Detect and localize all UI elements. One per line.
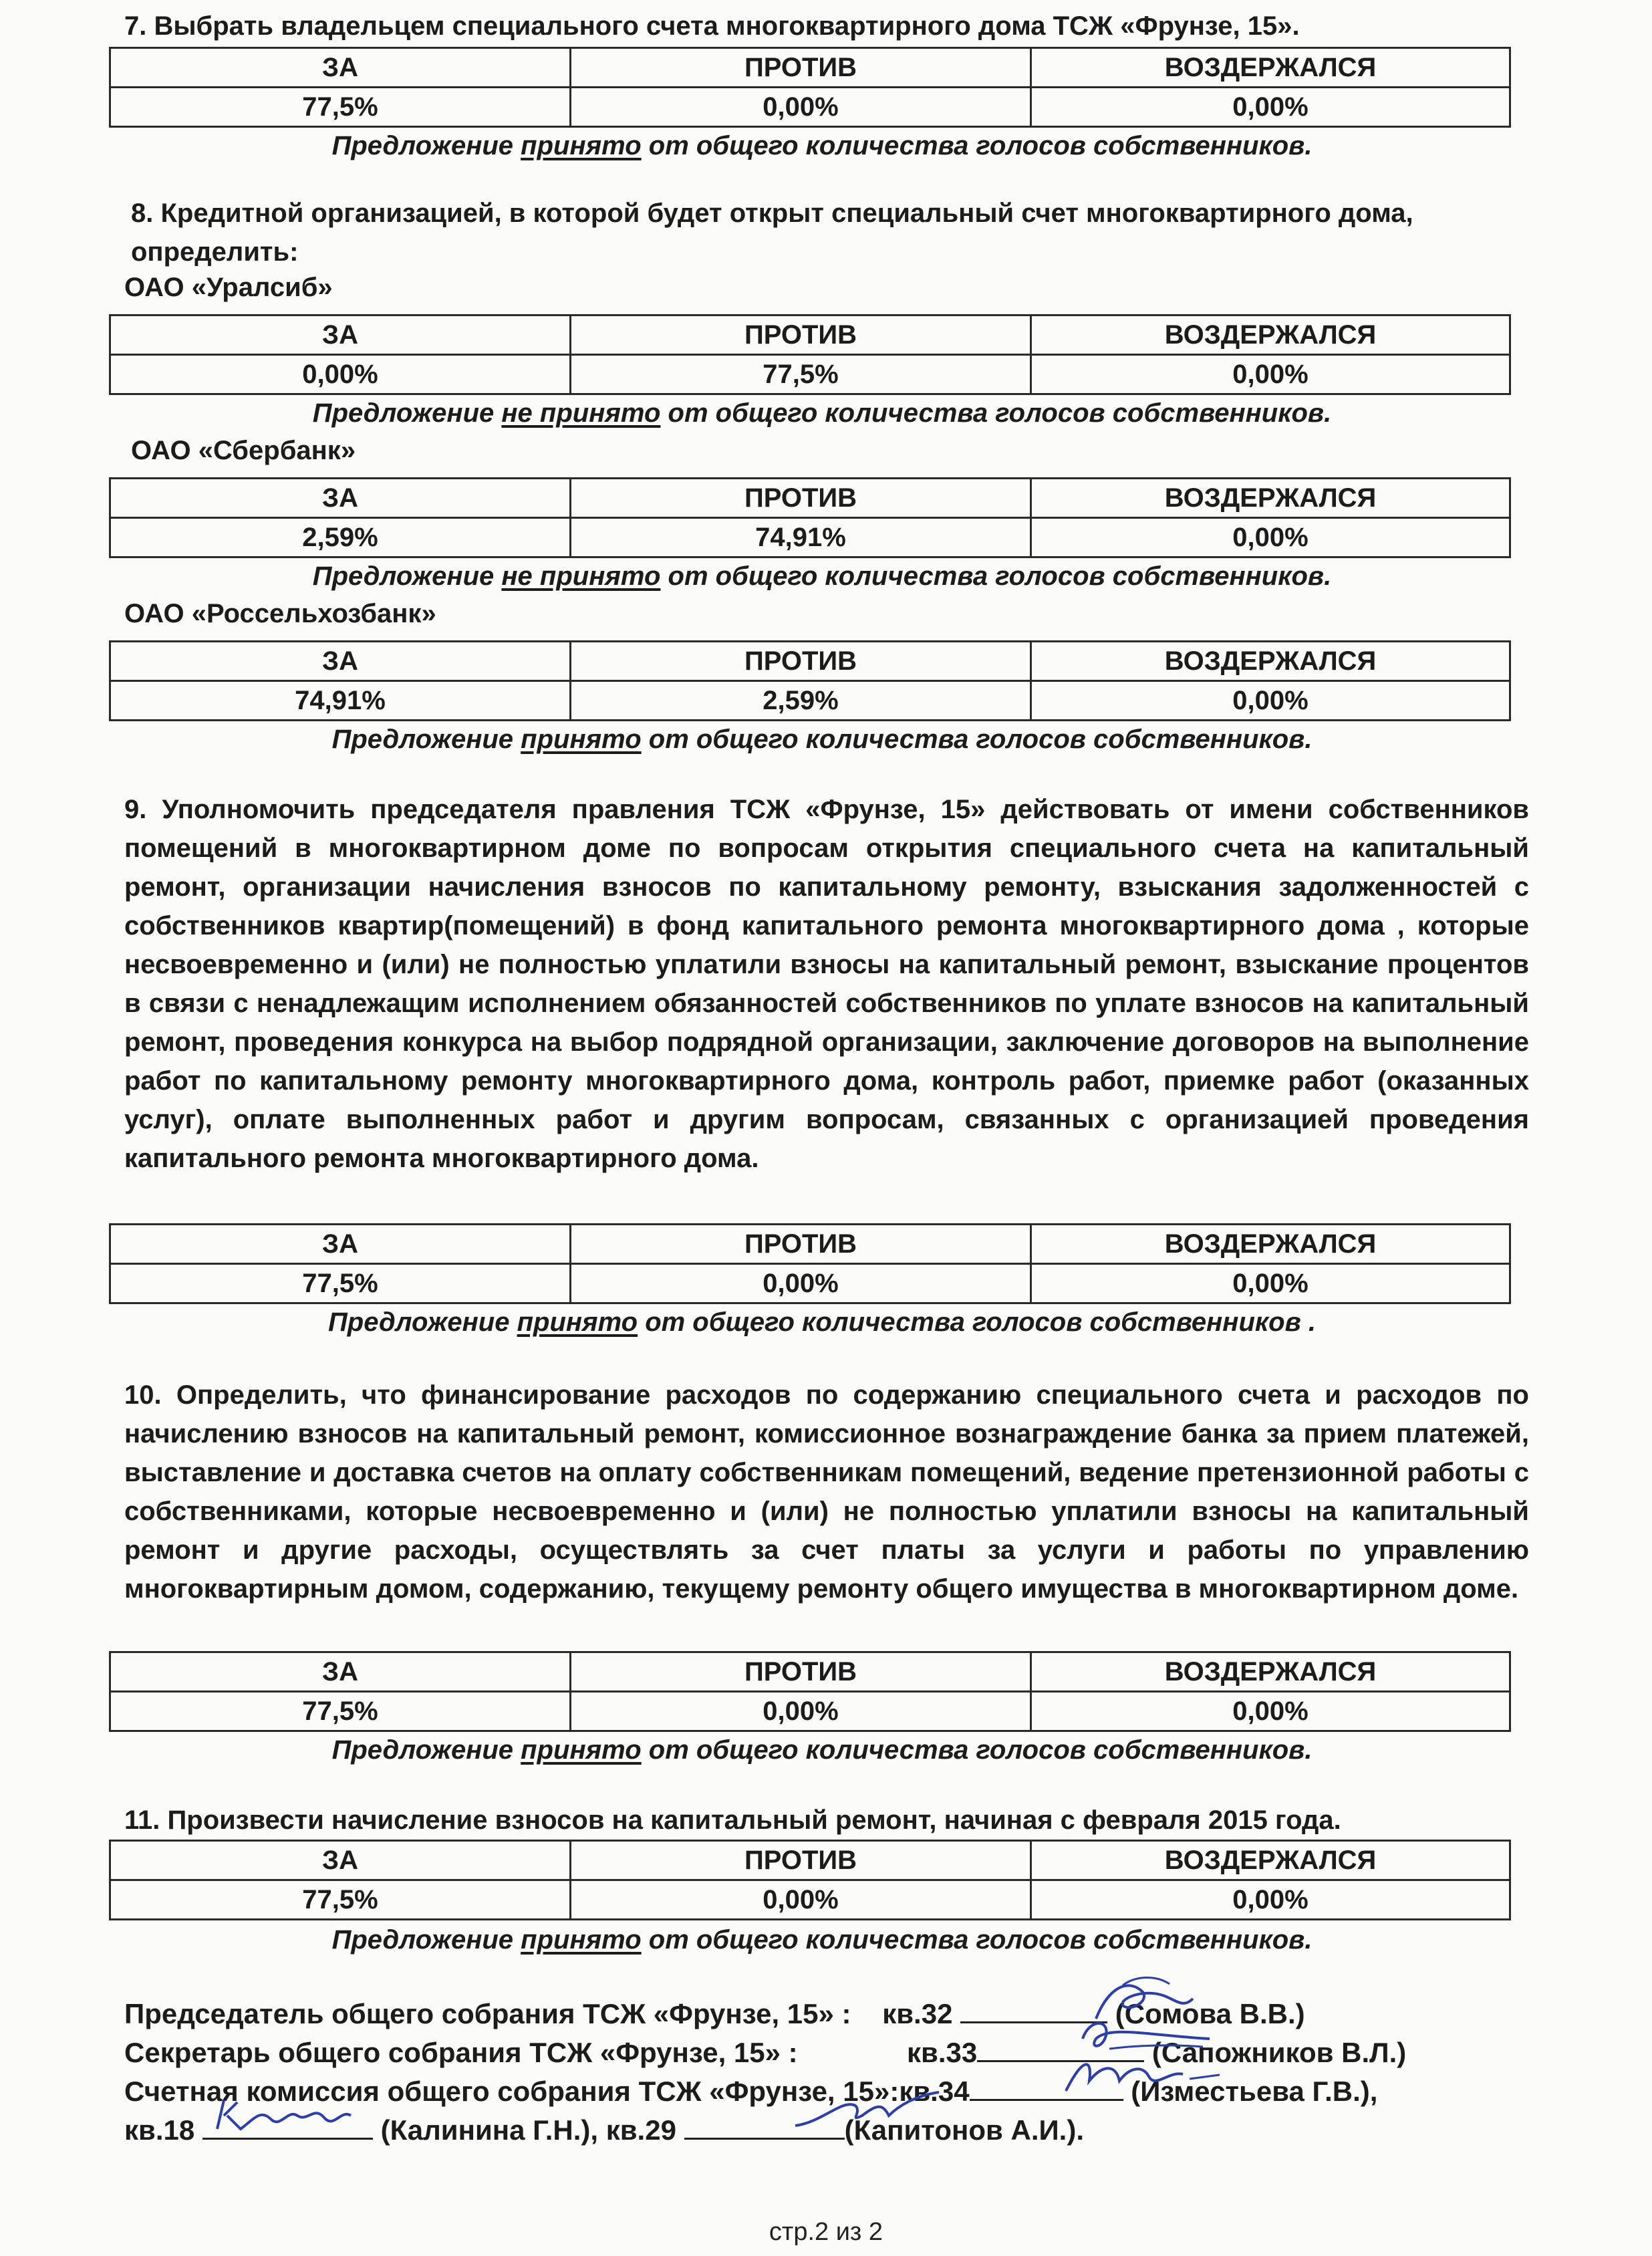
- verdict-suffix: от общего количества голосов собственников.: [641, 1735, 1313, 1765]
- vote-table-uralsib: [109, 314, 1511, 395]
- verdict-sberbank: [107, 561, 1537, 592]
- verdict-status: не принято: [501, 398, 661, 428]
- table-header-row: [110, 1225, 1510, 1264]
- verdict-status: принято: [521, 131, 642, 160]
- chair-label: Председатель общего собрания ТСЖ «Фрунзе, 15» :: [124, 1998, 851, 2029]
- verdict-uralsib: [107, 398, 1537, 428]
- vote-za: 74,91%: [110, 681, 571, 721]
- verdict-prefix: Предложение: [331, 1735, 521, 1765]
- table-header-row: [110, 642, 1510, 681]
- header-protiv: ПРОТИВ: [571, 316, 1031, 355]
- header-protiv: ПРОТИВ: [571, 48, 1031, 88]
- verdict-q9: [107, 1307, 1537, 1338]
- verdict-status: принято: [521, 1735, 642, 1765]
- verdict-suffix: от общего количества голосов собственников.: [641, 725, 1313, 754]
- verdict-status: принято: [517, 1307, 638, 1337]
- verdict-suffix: от общего количества голосов собственников.: [660, 561, 1332, 591]
- verdict-q11: [107, 1925, 1537, 1955]
- header-za: ЗА: [110, 48, 571, 88]
- vote-vozderzhalsya: 0,00%: [1031, 1692, 1510, 1731]
- verdict-suffix: от общего количества голосов собственников .: [638, 1307, 1316, 1337]
- vote-protiv: 0,00%: [571, 1264, 1031, 1303]
- vote-protiv: 0,00%: [571, 1880, 1031, 1920]
- table-header-row: [110, 48, 1510, 88]
- vote-vozderzhalsya: 0,00%: [1031, 355, 1510, 394]
- bank-name-uralsib: ОАО «Уралсиб»: [124, 273, 333, 302]
- header-za: ЗА: [110, 316, 571, 355]
- vote-table-rosselkhozbank: [109, 640, 1511, 721]
- header-za: ЗА: [110, 479, 571, 518]
- verdict-q7: [107, 131, 1537, 161]
- member-apartment: кв.29: [605, 2114, 676, 2146]
- header-vozderzhalsya: ВОЗДЕРЖАЛСЯ: [1031, 1225, 1510, 1264]
- verdict-status: принято: [521, 1925, 642, 1955]
- table-row: [110, 355, 1510, 394]
- question-11-text: 11. Произвести начисление взносов на капитальный ремонт, начиная с февраля 2015 года.: [124, 1805, 1341, 1835]
- secretary-name: (Сапожников В.Л.): [1151, 2037, 1407, 2068]
- table-row: [110, 1880, 1510, 1920]
- vote-table-q10: [109, 1651, 1511, 1732]
- header-za: ЗА: [110, 642, 571, 681]
- vote-za: 0,00%: [110, 355, 571, 394]
- verdict-prefix: Предложение: [331, 725, 521, 754]
- header-protiv: ПРОТИВ: [571, 642, 1031, 681]
- chair-name: (Сомова В.В.): [1115, 1998, 1305, 2029]
- verdict-suffix: от общего количества голосов собственников.: [641, 131, 1313, 160]
- vote-table-sberbank: [109, 477, 1511, 558]
- verdict-status: не принято: [501, 561, 661, 591]
- vote-table-q9: [109, 1223, 1511, 1304]
- commission-label: Счетная комиссия общего собрания ТСЖ «Фрунзе, 15»:: [124, 2076, 900, 2107]
- vote-protiv: 0,00%: [571, 88, 1031, 127]
- bank-name-sberbank: ОАО «Сбербанк»: [131, 436, 356, 465]
- verdict-suffix: от общего количества голосов собственников.: [660, 398, 1332, 428]
- question-9-text: 9. Уполномочить председателя правления ТСЖ «Фрунзе, 15» действовать от имени собственников помещений в многоквартирном доме по вопросам открытия специального счета на капитальный ремонт, организации начисления взносов по капитальному ремонту, взыскания задолженностей с собственников квартир(помещений) в фонд капитального ремонта многоквартирного дома , которые несвоевременно и (или) не полностью уплатили взносы на капитальный ремонт, взыскание процентов в связи с ненадлежащим исполнением обязанностей собственников по уплате взносов на капитальный ремонт, проведения конкурса на выбор подрядной организации, заключение договоров на выполнение работ по капитальному ремонту многоквартирного дома, контроль работ, приемке работ (оказанных услуг), оплате выполненных работ и другим вопросам, связанных с организацией проведения капитального ремонта многоквартирного дома.: [124, 795, 1529, 1173]
- vote-protiv: 0,00%: [571, 1692, 1031, 1731]
- header-vozderzhalsya: ВОЗДЕРЖАЛСЯ: [1031, 479, 1510, 518]
- header-za: ЗА: [110, 1841, 571, 1880]
- verdict-status: принято: [521, 725, 642, 754]
- vote-table-q11: [109, 1840, 1511, 1920]
- table-row: [110, 518, 1510, 557]
- header-vozderzhalsya: ВОЗДЕРЖАЛСЯ: [1031, 642, 1510, 681]
- handwritten-signature-kalinina: [207, 2092, 381, 2139]
- member-name: (Капитонов А.И.).: [844, 2114, 1084, 2146]
- verdict-prefix: Предложение: [312, 561, 502, 591]
- verdict-suffix: от общего количества голосов собственников.: [641, 1925, 1313, 1955]
- header-vozderzhalsya: ВОЗДЕРЖАЛСЯ: [1031, 316, 1510, 355]
- verdict-q10: [107, 1735, 1537, 1765]
- vote-protiv: 74,91%: [571, 518, 1031, 557]
- vote-vozderzhalsya: 0,00%: [1031, 1880, 1510, 1920]
- table-header-row: [110, 316, 1510, 355]
- header-protiv: ПРОТИВ: [571, 1841, 1031, 1880]
- chair-apartment: кв.32: [882, 1998, 953, 2029]
- table-header-row: [110, 1841, 1510, 1880]
- header-vozderzhalsya: ВОЗДЕРЖАЛСЯ: [1031, 1841, 1510, 1880]
- secretary-label: Секретарь общего собрания ТСЖ «Фрунзе, 15» :: [124, 2037, 798, 2068]
- handwritten-signature-commission: [1056, 2051, 1230, 2104]
- vote-vozderzhalsya: 0,00%: [1031, 518, 1510, 557]
- header-protiv: ПРОТИВ: [571, 1225, 1031, 1264]
- table-header-row: [110, 479, 1510, 518]
- vote-za: 77,5%: [110, 88, 571, 127]
- verdict-prefix: Предложение: [331, 131, 521, 160]
- vote-za: 2,59%: [110, 518, 571, 557]
- header-za: ЗА: [110, 1652, 571, 1692]
- vote-za: 77,5%: [110, 1264, 571, 1303]
- vote-protiv: 77,5%: [571, 355, 1031, 394]
- vote-table-q7: [109, 47, 1511, 128]
- header-protiv: ПРОТИВ: [571, 1652, 1031, 1692]
- question-10-text: 10. Определить, что финансирование расходов по содержанию специального счета и расходов по начислению взносов на капитальный ремонт, комиссионное вознаграждение банка за прием платежей, выставление и доставка счетов на оплату собственникам помещений, ведение претензионной работы с собственниками, которые несвоевременно и (или) не полностью уплатили взносы на капитальный ремонт и другие расходы, осуществлять за счет платы за услуги и работы по управлению многоквартирным домом, содержанию, текущему ремонту общего имущества в многоквартирном доме.: [124, 1380, 1529, 1604]
- verdict-prefix: Предложение: [331, 1925, 521, 1955]
- member-apartment: кв.18: [124, 2114, 195, 2146]
- verdict-prefix: Предложение: [328, 1307, 517, 1337]
- table-row: [110, 681, 1510, 721]
- table-row: [110, 1692, 1510, 1731]
- bank-name-rosselkhozbank: ОАО «Россельхозбанк»: [124, 599, 436, 628]
- vote-za: 77,5%: [110, 1880, 571, 1920]
- member-name: (Калинина Г.Н.),: [380, 2114, 606, 2146]
- header-vozderzhalsya: ВОЗДЕРЖАЛСЯ: [1031, 1652, 1510, 1692]
- vote-vozderzhalsya: 0,00%: [1031, 88, 1510, 127]
- header-vozderzhalsya: ВОЗДЕРЖАЛСЯ: [1031, 48, 1510, 88]
- question-7-text: 7. Выбрать владельцем специального счета многоквартирного дома ТСЖ «Фрунзе, 15».: [124, 11, 1300, 41]
- vote-vozderzhalsya: 0,00%: [1031, 1264, 1510, 1303]
- secretary-apartment: кв.33: [907, 2037, 978, 2068]
- table-row: [110, 88, 1510, 127]
- page-number: стр.2 из 2: [769, 2218, 883, 2246]
- vote-za: 77,5%: [110, 1692, 571, 1731]
- vote-vozderzhalsya: 0,00%: [1031, 681, 1510, 721]
- verdict-rosselkhozbank: [107, 725, 1537, 755]
- header-protiv: ПРОТИВ: [571, 479, 1031, 518]
- vote-protiv: 2,59%: [571, 681, 1031, 721]
- question-8-text: 8. Кредитной организацией, в которой будет открыт специальный счет многоквартирного дома, определить:: [131, 199, 1413, 267]
- commission-apartment: кв.34: [899, 2076, 970, 2107]
- verdict-prefix: Предложение: [312, 398, 502, 428]
- table-row: [110, 1264, 1510, 1303]
- commission-member-name: (Изместьева Г.В.),: [1131, 2076, 1378, 2107]
- handwritten-signature-kapitonov: [789, 2086, 949, 2139]
- table-header-row: [110, 1652, 1510, 1692]
- header-za: ЗА: [110, 1225, 571, 1264]
